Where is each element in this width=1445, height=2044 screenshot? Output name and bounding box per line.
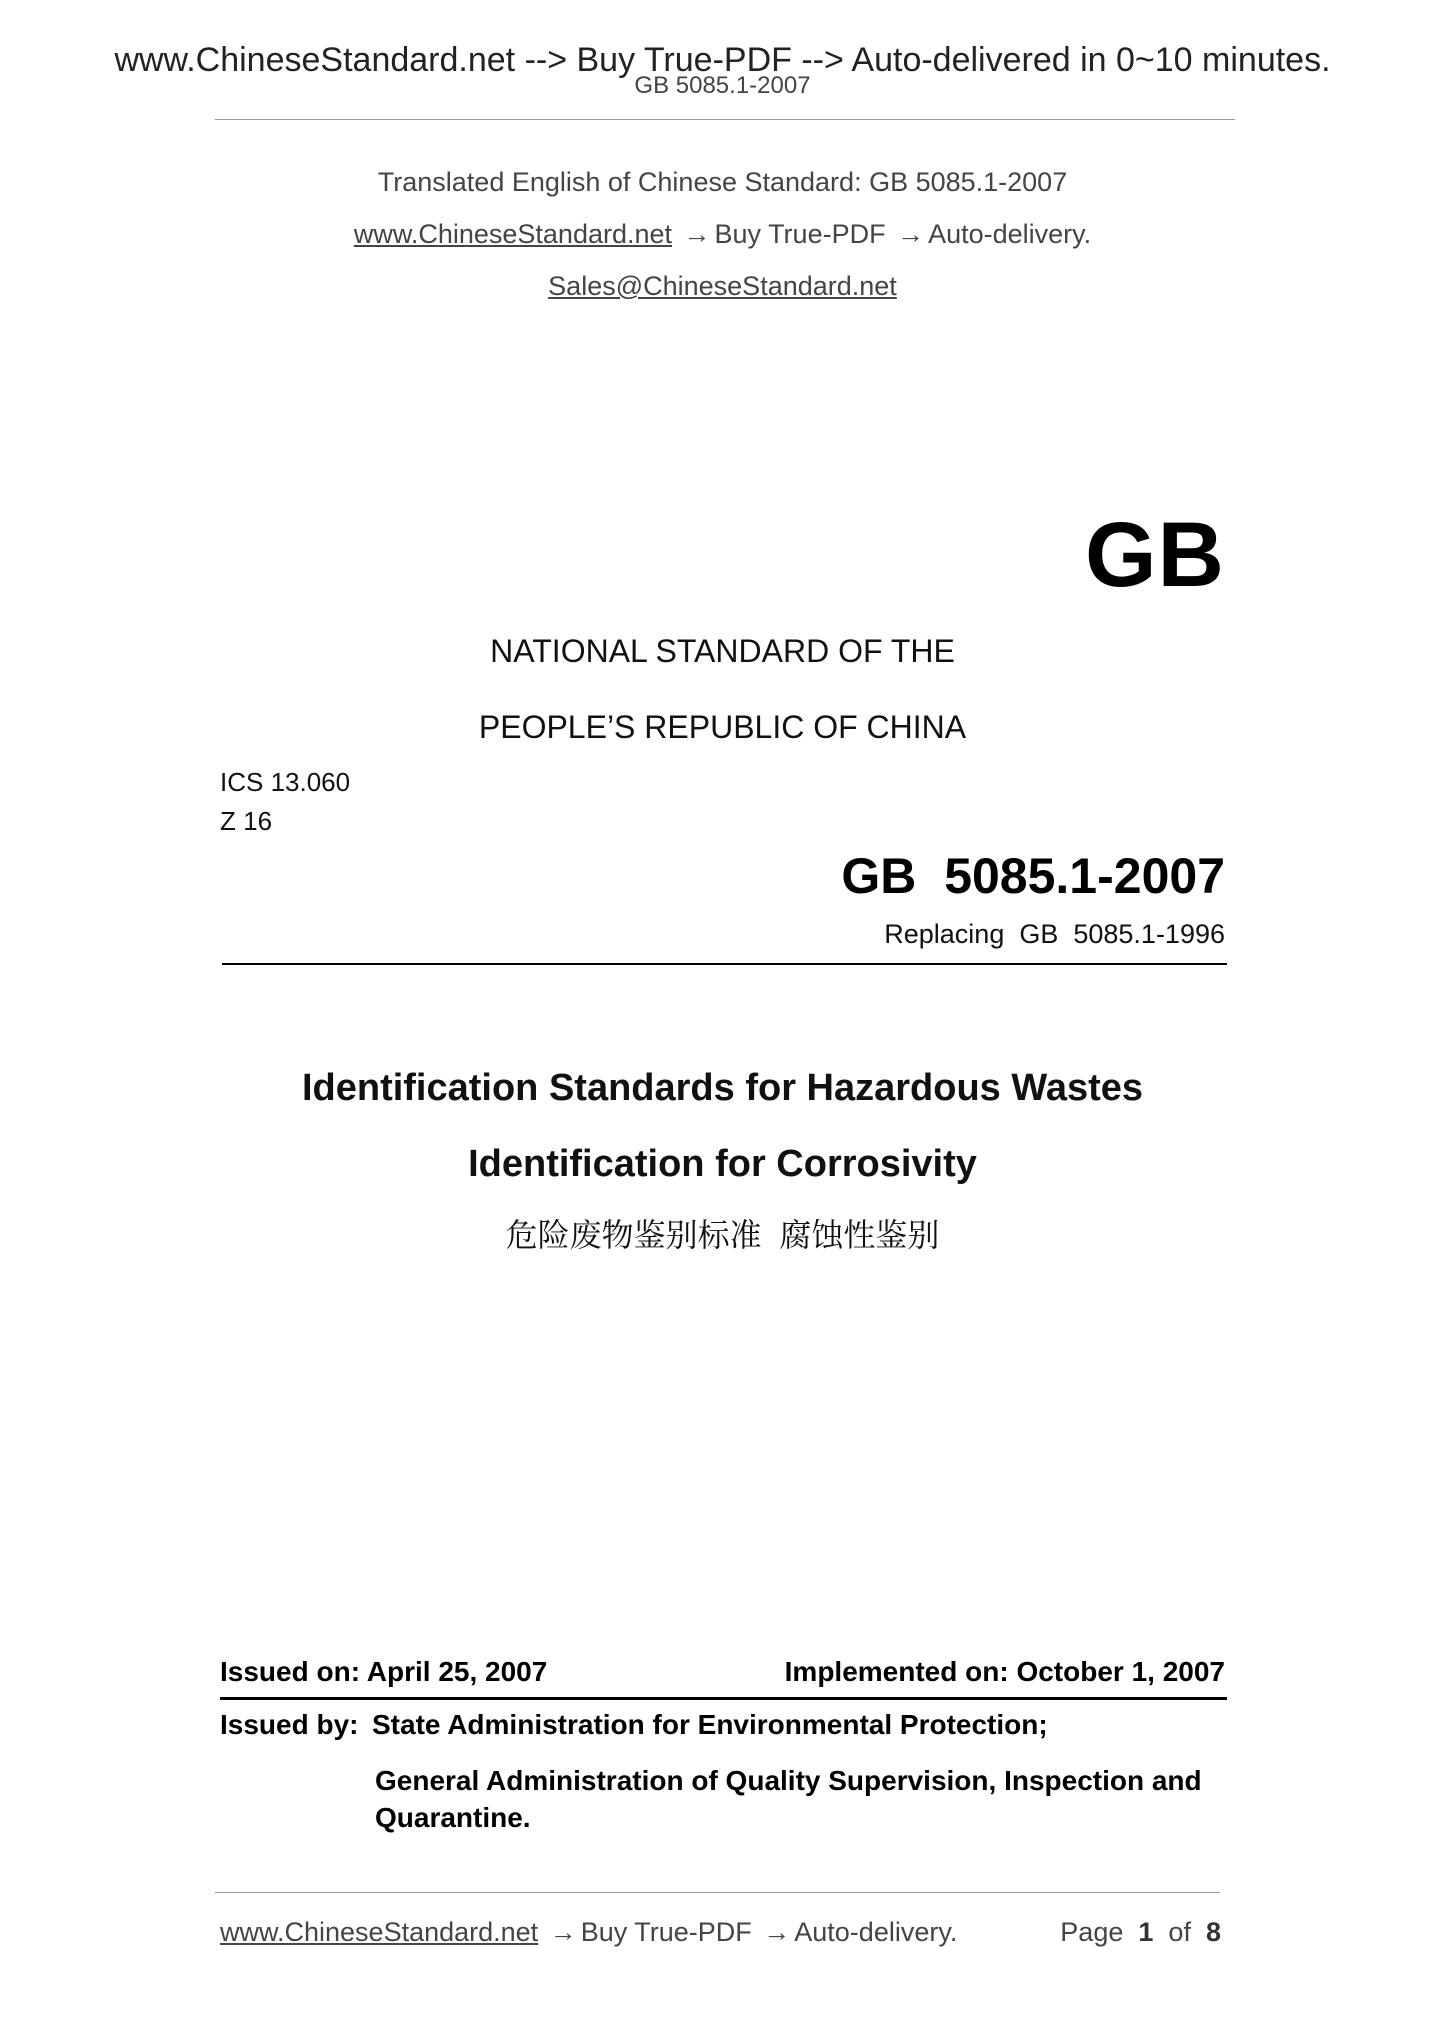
header-doc-id: GB 5085.1-2007	[634, 72, 811, 99]
replacing-note: Replacing GB 5085.1-1996	[884, 919, 1225, 949]
arrow-icon: →	[683, 219, 711, 249]
issue-divider	[220, 1697, 1227, 1700]
of-label: of	[1168, 1917, 1191, 1947]
implemented-on: Implemented on: October 1, 2007	[784, 1656, 1225, 1687]
arrow-icon: →	[897, 219, 925, 249]
footer-auto-text: Auto-delivery.	[794, 1917, 958, 1947]
header-divider	[215, 119, 1235, 120]
page-current: 1	[1138, 1917, 1154, 1947]
footer-divider	[215, 1892, 1220, 1893]
ccs-code: Z 16	[220, 806, 273, 836]
national-standard-line1: NATIONAL STANDARD OF THE	[490, 633, 955, 669]
issuer-2: General Administration of Quality Supervision, Inspection and Quarantine.	[375, 1765, 1202, 1833]
national-standard-line2: PEOPLE’S REPUBLIC OF CHINA	[478, 709, 967, 745]
footer-delivery-line	[220, 1916, 957, 1948]
footer-site-link[interactable]: www.ChineseStandard.net	[220, 1917, 539, 1947]
standard-divider	[222, 963, 1227, 965]
footer-buy-text: Buy True-PDF	[580, 1917, 752, 1947]
translated-line: Translated English of Chinese Standard: GB 5085.1-2007	[377, 167, 1068, 197]
chinese-title: 危险废物鉴别标准 腐蚀性鉴别	[505, 1217, 940, 1253]
standard-number: GB 5085.1-2007	[841, 848, 1225, 904]
page-indicator	[1060, 1916, 1221, 1948]
ics-code: ICS 13.060	[220, 767, 351, 797]
title-line2: Identification for Corrosivity	[468, 1143, 977, 1185]
issued-by-label: Issued by:	[220, 1709, 359, 1740]
gb-mark: GB	[1085, 504, 1225, 606]
issuer-1: State Administration for Environmental Protection;	[372, 1709, 1048, 1740]
arrow-icon: →	[549, 1917, 577, 1947]
sales-line	[0, 270, 1445, 302]
issued-on: Issued on: April 25, 2007	[220, 1656, 548, 1687]
page-total: 8	[1205, 1917, 1221, 1947]
top-banner: www.ChineseStandard.net --> Buy True-PDF --> Auto-delivered in 0~10 minutes.	[114, 41, 1331, 79]
site-link[interactable]: www.ChineseStandard.net	[353, 219, 673, 249]
delivery-line	[0, 218, 1445, 250]
auto-delivery-text: Auto-delivery.	[928, 219, 1092, 249]
title-line1: Identification Standards for Hazardous Wastes	[301, 1067, 1144, 1109]
sales-email-link[interactable]: Sales@ChineseStandard.net	[548, 271, 897, 301]
page-label: Page	[1060, 1917, 1124, 1947]
arrow-icon: →	[763, 1917, 791, 1947]
buy-true-pdf-text: Buy True-PDF	[714, 219, 886, 249]
